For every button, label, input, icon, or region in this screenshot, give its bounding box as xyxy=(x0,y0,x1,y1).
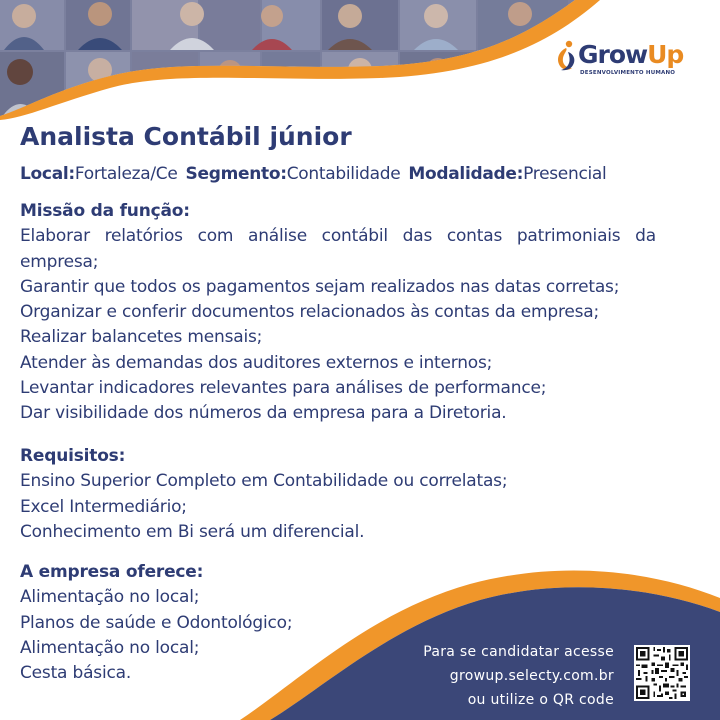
mission-item: Elaborar relatórios com análise contábil das contas patrimoniais da empresa; xyxy=(20,226,656,272)
mission-item: Realizar balancetes mensais; xyxy=(20,327,263,348)
requirements-heading: Requisitos: xyxy=(20,446,126,466)
location-value: Fortaleza/Ce xyxy=(74,164,178,184)
modality-label: Modalidade: xyxy=(408,164,524,184)
offer-item: Alimentação no local; xyxy=(20,587,200,608)
mission-item: Atender às demandas dos auditores externos e internos; xyxy=(20,352,493,373)
modality-value: Presencial xyxy=(523,164,607,184)
cta-url[interactable]: growup.selecty.com.br xyxy=(449,668,614,684)
mission-item: Dar visibilidade dos números da empresa para a Diretoria. xyxy=(20,403,507,424)
offer-item: Alimentação no local; xyxy=(20,637,200,658)
offers-heading: A empresa oferece: xyxy=(20,562,204,582)
cta-line-3: ou utilize o QR code xyxy=(467,692,614,708)
mission-heading: Missão da função: xyxy=(20,201,190,221)
requirement-item: Ensino Superior Completo em Contabilidade ou correlatas; xyxy=(20,471,508,492)
mission-item: Garantir que todos os pagamentos sejam realizados nas datas corretas; xyxy=(20,276,620,297)
growup-wordmark xyxy=(578,40,683,70)
brand-name-grow: Grow xyxy=(578,40,648,69)
requirement-item: Conhecimento em Bi será um diferencial. xyxy=(20,521,365,542)
brand-name-up: Up xyxy=(647,40,684,69)
growup-figure-icon xyxy=(554,40,578,74)
cta-line-1: Para se candidatar acesse xyxy=(423,644,614,660)
requirement-item: Excel Intermediário; xyxy=(20,496,187,517)
offer-item: Planos de saúde e Odontológico; xyxy=(20,612,293,633)
requirements-section xyxy=(20,444,656,545)
brand-tagline: DESENVOLVIMENTO HUMANO xyxy=(580,70,676,76)
segment-value: Contabilidade xyxy=(286,164,401,184)
growup-logo xyxy=(550,38,700,86)
qr-code-icon[interactable] xyxy=(634,645,690,701)
offer-item: Cesta básica. xyxy=(20,663,132,684)
mission-item: Organizar e conferir documentos relacionados às contas da empresa; xyxy=(20,302,600,323)
mission-item: Levantar indicadores relevantes para análises de performance; xyxy=(20,378,547,399)
location-label: Local: xyxy=(20,164,75,184)
mission-section xyxy=(20,199,656,427)
apply-cta xyxy=(423,640,614,712)
job-meta xyxy=(20,162,606,186)
job-title: Analista Contábil júnior xyxy=(20,122,352,151)
segment-label: Segmento: xyxy=(185,164,287,184)
